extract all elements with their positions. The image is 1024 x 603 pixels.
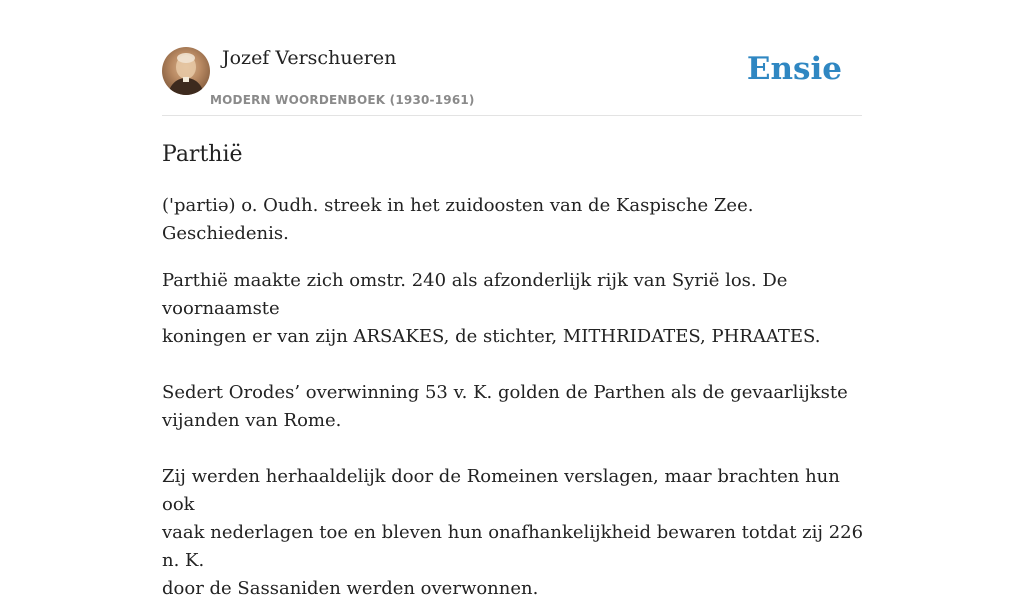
paragraph-spacer (162, 435, 868, 463)
entry-card (162, 0, 864, 599)
paragraph: Parthië maakte zich omstr. 240 als afzonderlijk rijk van Syrië los. De voornaamste koningen er van zijn ARSAKES, de stichter, MITHRIDATES, PHRAATES. (162, 270, 821, 347)
entry-title: Parthië (162, 142, 243, 167)
header-divider (162, 115, 862, 116)
portrait-icon (162, 47, 210, 95)
author-avatar[interactable] (162, 47, 210, 95)
entry-body (162, 192, 868, 603)
paragraph: Zij werden herhaaldelijk door de Romeinen verslagen, maar brachten hun ook vaak nederlagen toe en bleven hun onafhankelijkheid bewaren totdat zij 226 n. K. door de Sassaniden werden overwonnen. (162, 466, 864, 599)
brand-logo[interactable]: Ensie (746, 51, 842, 87)
paragraph: Sedert Orodes’ overwinning 53 v. K. golden de Parthen als de gevaarlijkste vijanden van Rome. (162, 382, 848, 431)
pronunciation-definition: ('partiə) o. Oudh. streek in het zuidoosten van de Kaspische Zee. Geschiedenis. (162, 195, 754, 244)
source-label: MODERN WOORDENBOEK (1930-1961) (210, 93, 475, 107)
author-name[interactable]: Jozef Verschueren (222, 47, 397, 69)
paragraph-spacer (162, 351, 868, 379)
